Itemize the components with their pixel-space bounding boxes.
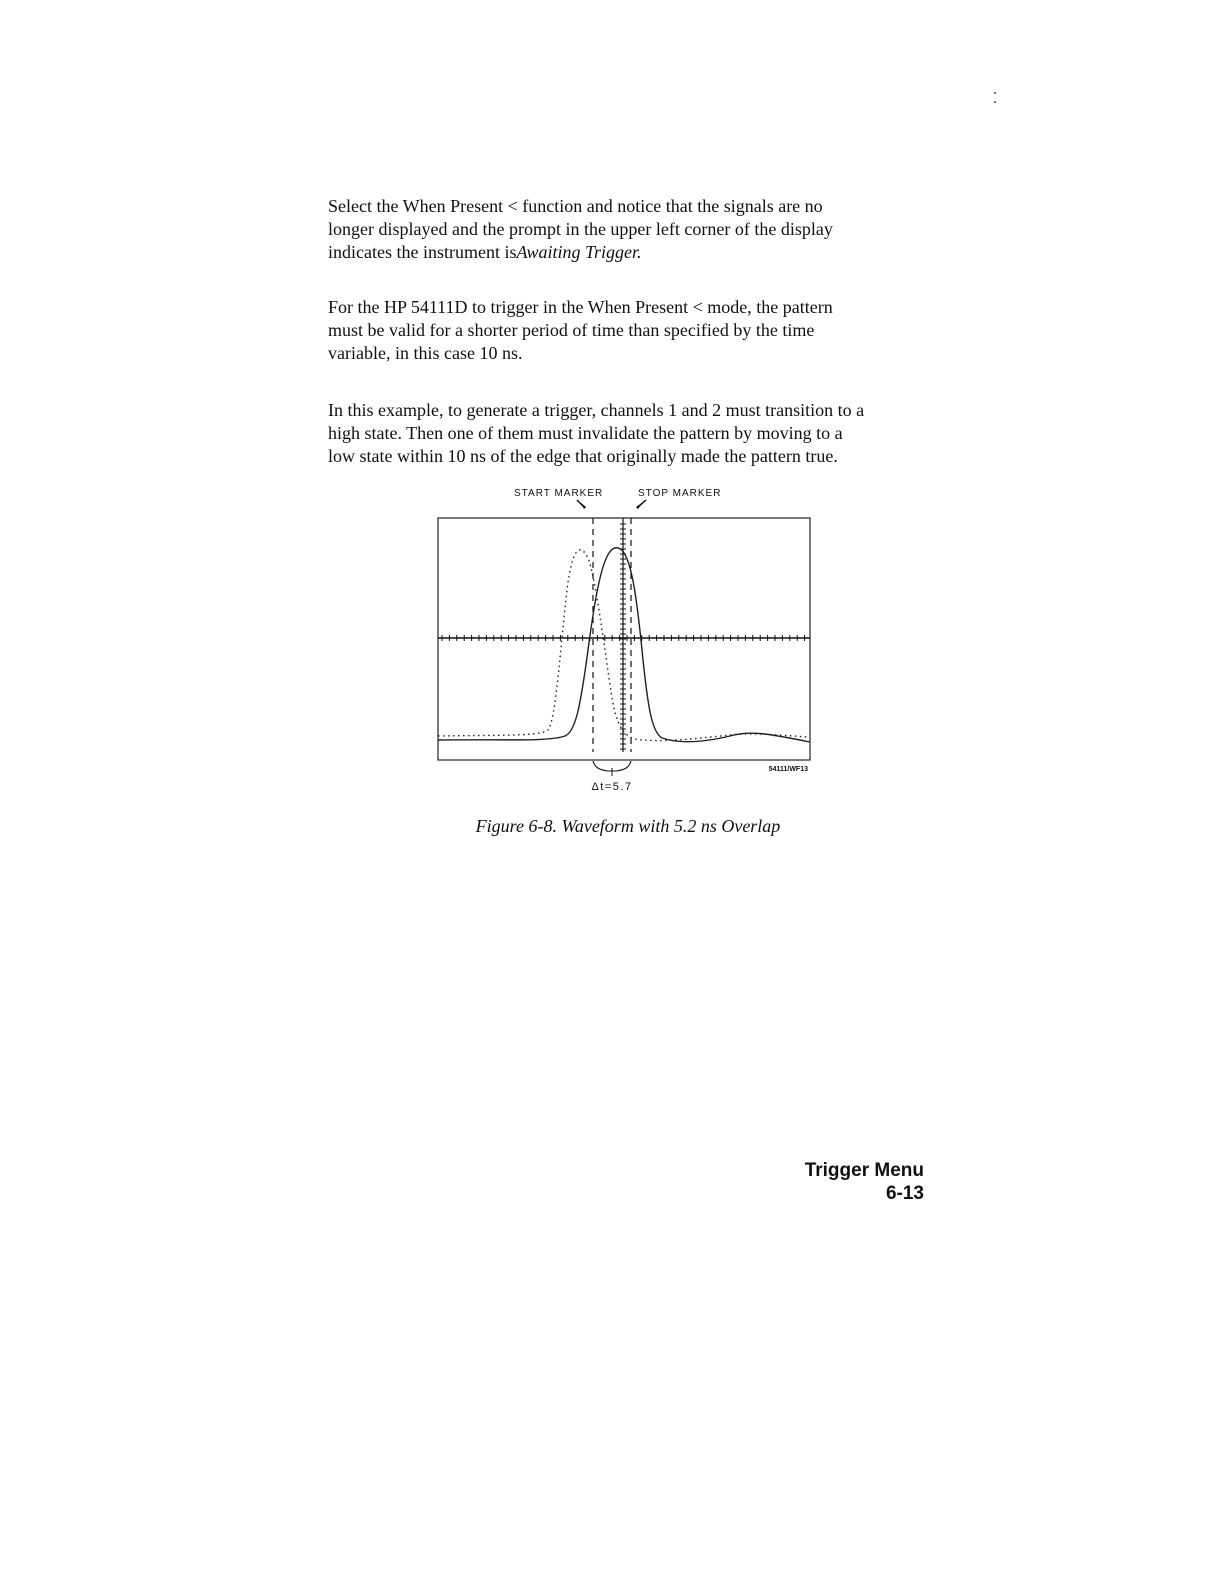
scan-speck [994,101,996,103]
text-line: high state. Then one of them must invalidate the pattern by moving to a [328,423,843,443]
text-line: variable, in this case 10 ns. [328,343,523,363]
stop-marker-arrow [637,500,646,508]
paragraph-example [328,399,928,468]
text-line: longer displayed and the prompt in the upper left corner of the display [328,219,833,239]
text-fragment: indicates the instrument is [328,242,517,262]
channel-2-waveform [438,548,810,742]
text-line: low state within 10 ns of the edge that originally made the pattern true. [328,446,838,466]
text-line [328,241,928,264]
text-line: Select the When Present < function and notice that the signals are no [328,196,823,216]
text-line: For the HP 54111D to trigger in the When Present < mode, the pattern [328,297,833,317]
figure-id: 54111/WF13 [768,766,808,773]
awaiting-trigger-emphasis: Awaiting Trigger. [516,242,642,262]
stop-marker-label: STOP MARKER [638,488,722,499]
channel-1-waveform [438,550,810,741]
scan-speck [994,92,996,94]
section-title: Trigger Menu [804,1160,924,1181]
page-number: 6-13 [885,1183,924,1204]
figure-caption: Figure 6-8. Waveform with 5.2 ns Overlap [475,816,781,836]
delta-t-readout: Δt=5.7 [591,781,633,793]
text-line: In this example, to generate a trigger, channels 1 and 2 must transition to a [328,400,865,420]
waveform-figure [430,480,820,800]
paragraph-trigger-condition [328,296,928,365]
paragraph-when-present-select [328,195,928,264]
start-marker-label: START MARKER [514,488,604,499]
start-marker-arrow [577,500,585,508]
text-line: must be valid for a shorter period of time than specified by the time [328,320,815,340]
